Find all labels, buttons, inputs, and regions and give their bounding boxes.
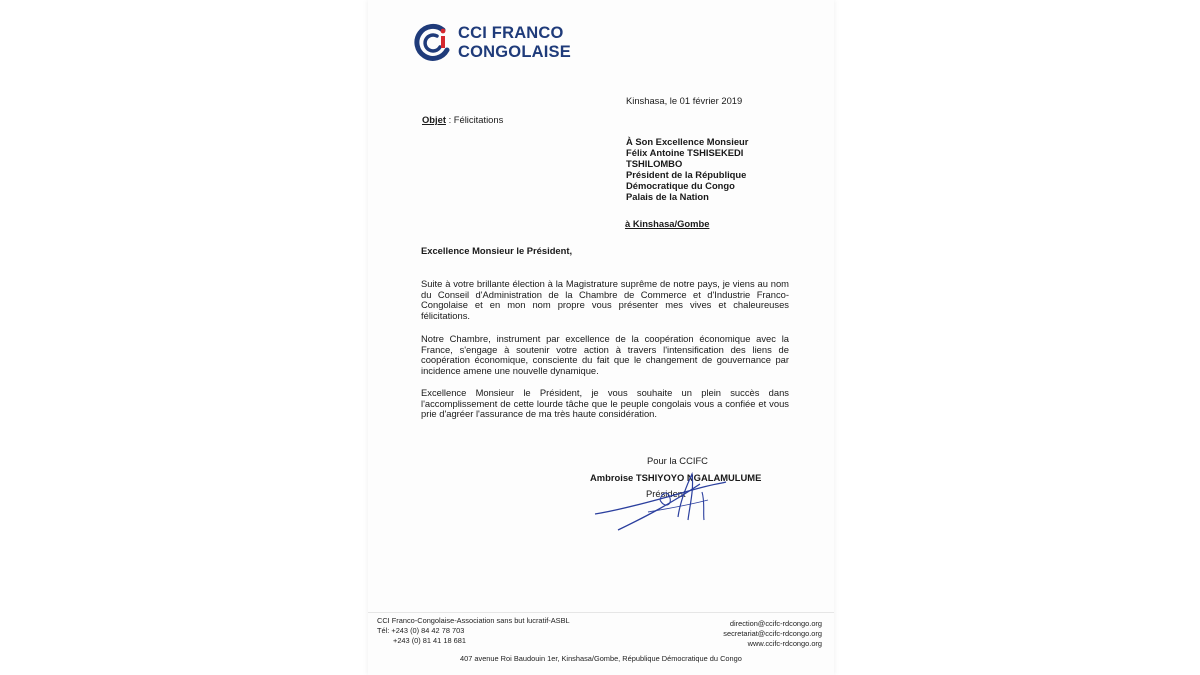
- ccifc-logo-icon: [413, 22, 453, 62]
- object-value: : Félicitations: [448, 114, 504, 125]
- place-date: Kinshasa, le 01 février 2019: [626, 95, 743, 106]
- footer-email-2[interactable]: secretariat@ccifc-rdcongo.org: [723, 629, 822, 638]
- body-paragraph: Suite à votre brillante élection à la Magistrature suprême de notre pays, je viens au nom du Conseil d'Administration de la Chambre de Commerce et d'Industrie Franco-Congolaise et en mon nom propre vous présenter mes vives et chaleureuses félicitations.: [421, 278, 789, 321]
- body-paragraph: Excellence Monsieur le Président, je vous souhaite un plein succès dans l'accomplissement de cette lourde tâche que le peuple congolais vous a confiée et vous prie d'agréer l'assurance de ma très haute considération.: [421, 387, 789, 419]
- recipient-line: À Son Excellence Monsieur: [626, 136, 749, 147]
- body-paragraph: Notre Chambre, instrument par excellence de la coopération économique avec la France, s'engage à soutenir votre action à travers l'intensification des liens de coopération économique, consciente du fait que le changement de gouvernance par incidence amene une nouvelle dynamique.: [421, 333, 789, 376]
- recipient-line: Palais de la Nation: [626, 191, 709, 202]
- recipient-block: [626, 136, 748, 202]
- object-line: [422, 114, 503, 125]
- org-name-line1: CCI FRANCO: [458, 24, 564, 42]
- object-label: Objet: [422, 114, 446, 125]
- footer-email-1[interactable]: direction@ccifc-rdcongo.org: [729, 619, 822, 628]
- letter-page: [368, 0, 834, 675]
- recipient-city: à Kinshasa/Gombe: [625, 218, 710, 229]
- footer-address: 407 avenue Roi Baudouin 1er, Kinshasa/Gombe, République Démocratique du Congo: [460, 654, 742, 663]
- org-name: [458, 24, 598, 62]
- recipient-line: Félix Antoine TSHISEKEDI: [626, 147, 744, 158]
- footer-online: [723, 619, 822, 649]
- footer-contact: [377, 616, 570, 646]
- footer-tel-1: Tél: +243 (0) 84 42 78 703: [377, 626, 465, 635]
- handwritten-signature-icon: [590, 462, 730, 542]
- recipient-line: TSHILOMBO: [626, 158, 683, 169]
- salutation: Excellence Monsieur le Président,: [421, 245, 573, 256]
- footer-org: CCI Franco-Congolaise-Association sans but lucratif-ASBL: [377, 616, 570, 625]
- closing-for: Pour la CCIFC: [647, 455, 708, 466]
- footer-divider: [368, 612, 834, 613]
- signatory-name: Ambroise TSHIYOYO NGALAMULUME: [590, 472, 762, 483]
- recipient-line: Démocratique du Congo: [626, 180, 735, 191]
- footer-tel-2: +243 (0) 81 41 18 681: [393, 636, 466, 645]
- org-name-line2: CONGOLAISE: [458, 43, 571, 61]
- footer-website[interactable]: www.ccifc-rdcongo.org: [747, 639, 822, 648]
- recipient-line: Président de la République: [626, 169, 747, 180]
- signatory-title: Président: [646, 488, 686, 499]
